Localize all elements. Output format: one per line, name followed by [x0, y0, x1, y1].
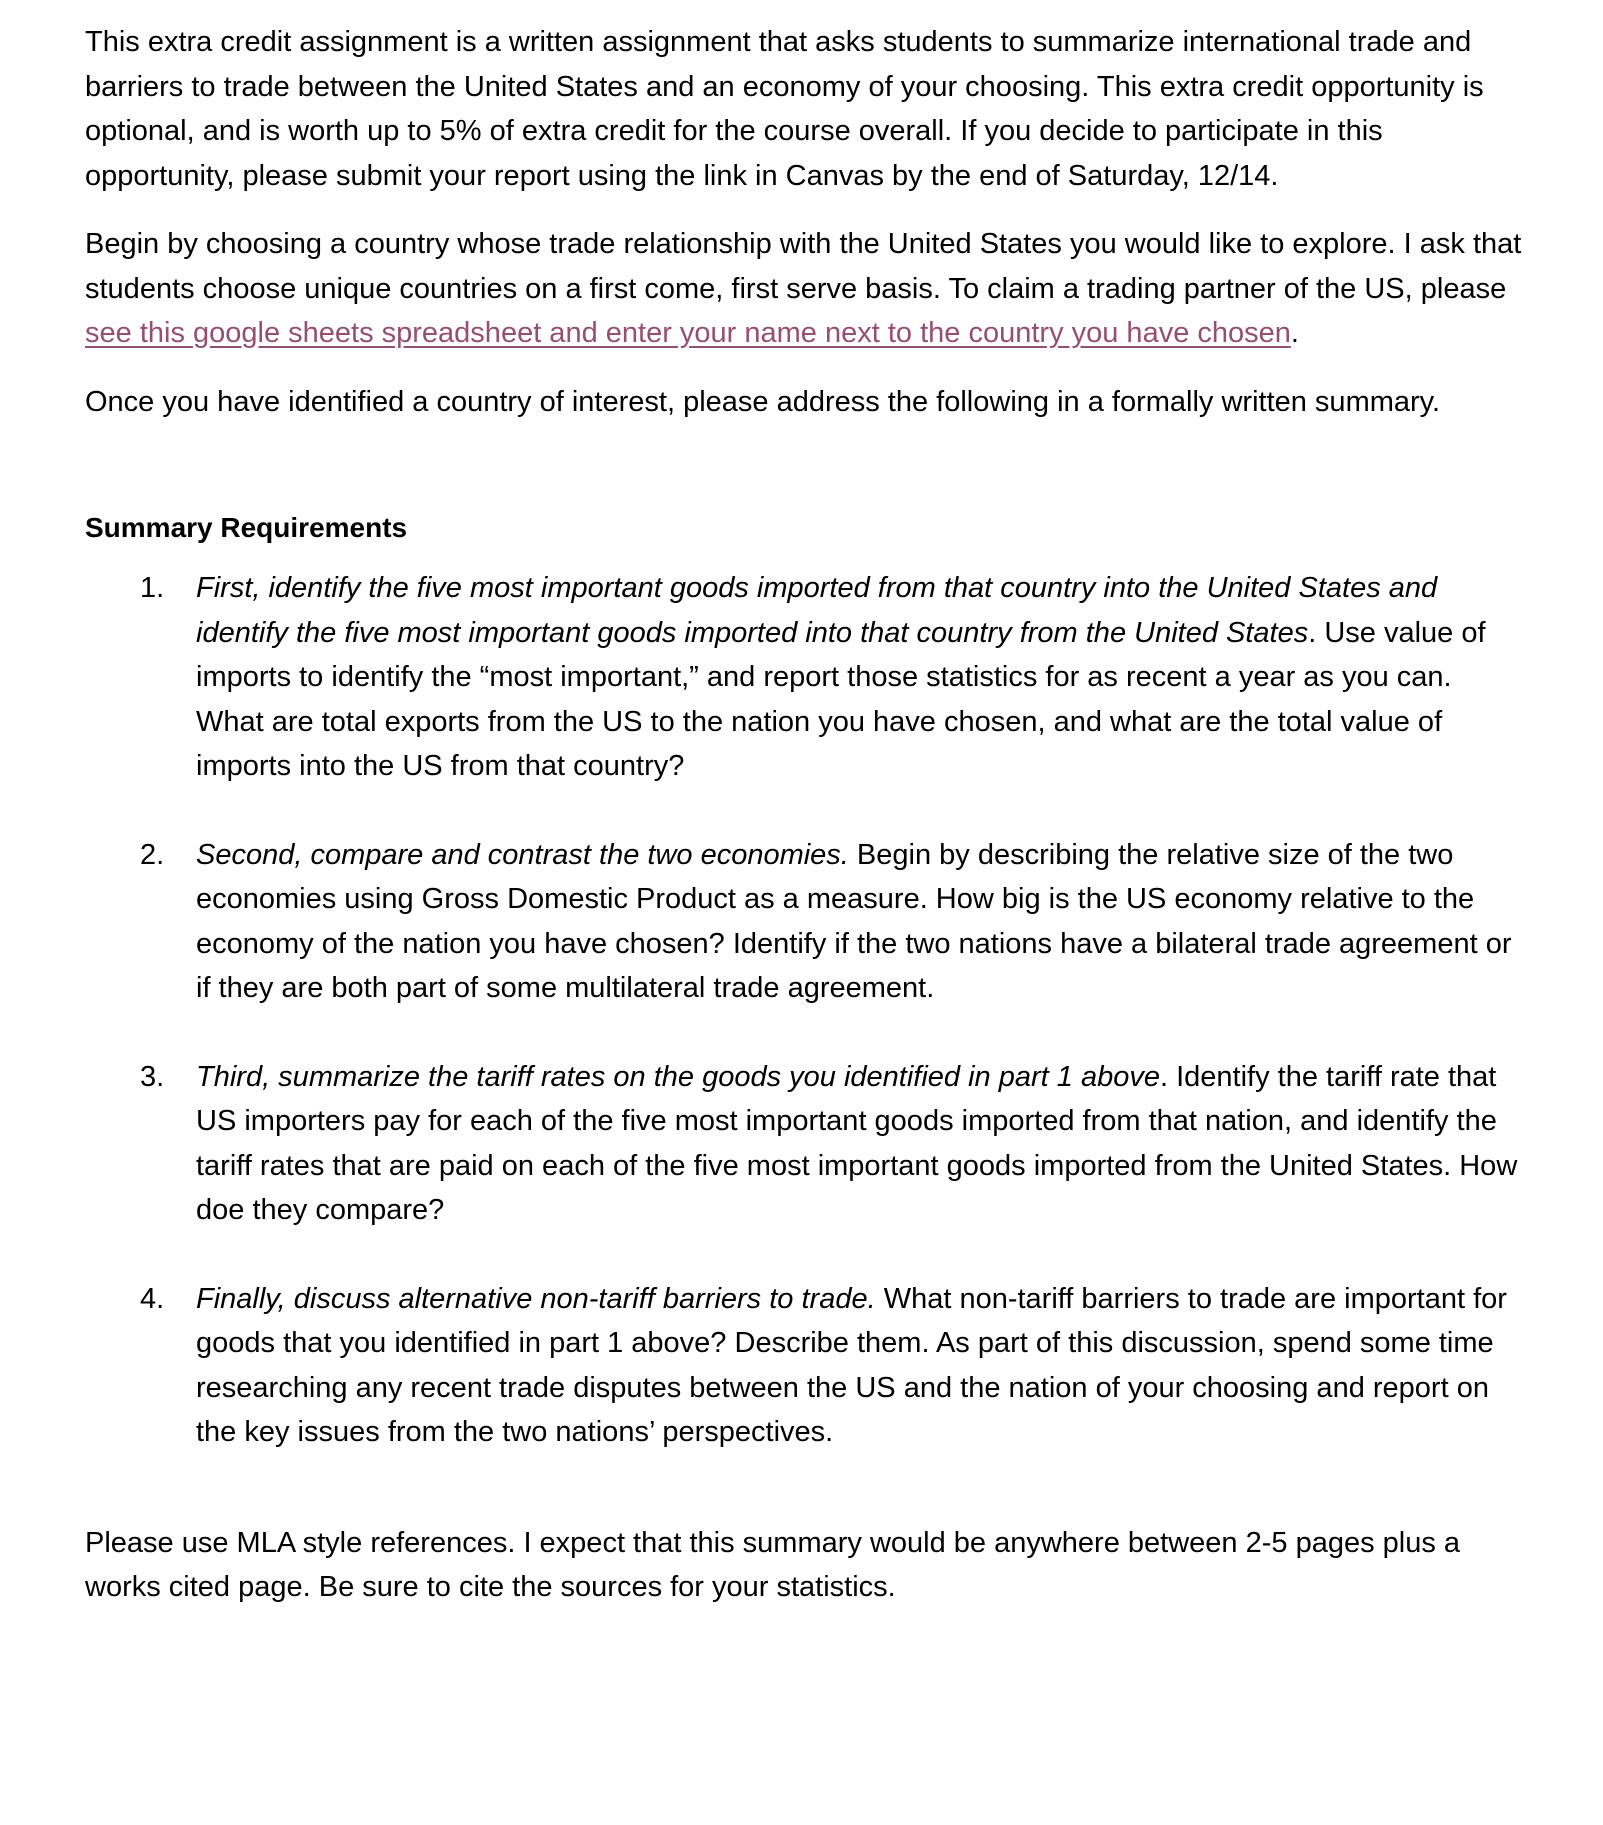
list-item-number: 2. — [140, 838, 165, 871]
list-item — [85, 1055, 1525, 1233]
intro-paragraph: This extra credit assignment is a written assignment that asks students to summarize international trade and barriers to trade between the United States and an economy of your choosing. This extra credit opportunity is optional, and is worth up to 5% of extra credit for the course overall. If you decide to participate in this opportunity, please submit your report using the link in Canvas by the end of Saturday, 12/14. — [85, 26, 1484, 192]
list-item-body: . Identify the tariff rate that US importers pay for each of the five most important goods imported from that nation, and identify the tariff rates that are paid on each of the five most important goods imported from the United States. How doe they compare? — [196, 1060, 1518, 1226]
list-item — [85, 833, 1525, 1011]
requirements-list — [85, 566, 1525, 1455]
google-sheets-link[interactable]: see this google sheets spreadsheet and enter your name next to the country you have chosen — [85, 317, 1291, 349]
list-item-number: 4. — [140, 1282, 165, 1315]
document-page — [85, 20, 1525, 1610]
list-item — [85, 566, 1525, 789]
claim-country-paragraph — [85, 222, 1525, 356]
instructions-paragraph: Once you have identified a country of interest, please address the following in a formally written summary. — [85, 385, 1441, 418]
list-item-body: Begin by describing the relative size of the two economies using Gross Domestic Product as a measure. How big is the US economy relative to the economy of the nation you have chosen? Identify if the two nations have a bilateral trade agreement or if they are both part of some multilateral trade agreement. — [196, 838, 1512, 1004]
list-item — [85, 1277, 1525, 1455]
section-heading: Summary Requirements — [85, 512, 408, 543]
list-item-body: What non-tariff barriers to trade are important for goods that you identified in part 1 above? Describe them. As part of this discussion, spend some time researching any recent trade disputes between the US and the nation of your choosing and report on the key issues from the two nations’ perspectives. — [196, 1282, 1507, 1448]
list-item-lead: Finally, discuss alternative non-tariff barriers to trade. — [196, 1282, 876, 1315]
claim-country-text: Begin by choosing a country whose trade relationship with the United States you would like to explore. I ask that students choose unique countries on a first come, first serve basis. To claim a trading partner of the US, please — [85, 228, 1522, 305]
list-item-lead: First, identify the five most important goods imported from that country into the United States and identify the five most important goods imported into that country from the United States — [196, 572, 1438, 649]
closing-paragraph: Please use MLA style references. I expect that this summary would be anywhere between 2-5 pages plus a works cited page. Be sure to cite the sources for your statistics. — [85, 1526, 1461, 1603]
list-item-lead: Third, summarize the tariff rates on the goods you identified in part 1 above — [196, 1060, 1160, 1093]
list-item-lead: Second, compare and contrast the two economies. — [196, 838, 849, 871]
list-item-number: 1. — [140, 572, 165, 604]
claim-country-period: . — [1290, 317, 1299, 349]
list-item-number: 3. — [140, 1060, 165, 1093]
list-item-body: . Use value of imports to identify the “most important,” and report those statistics for as recent a year as you can. What are total exports from the US to the nation you have chosen, and what are the total value of imports into the US from that country? — [196, 616, 1486, 782]
